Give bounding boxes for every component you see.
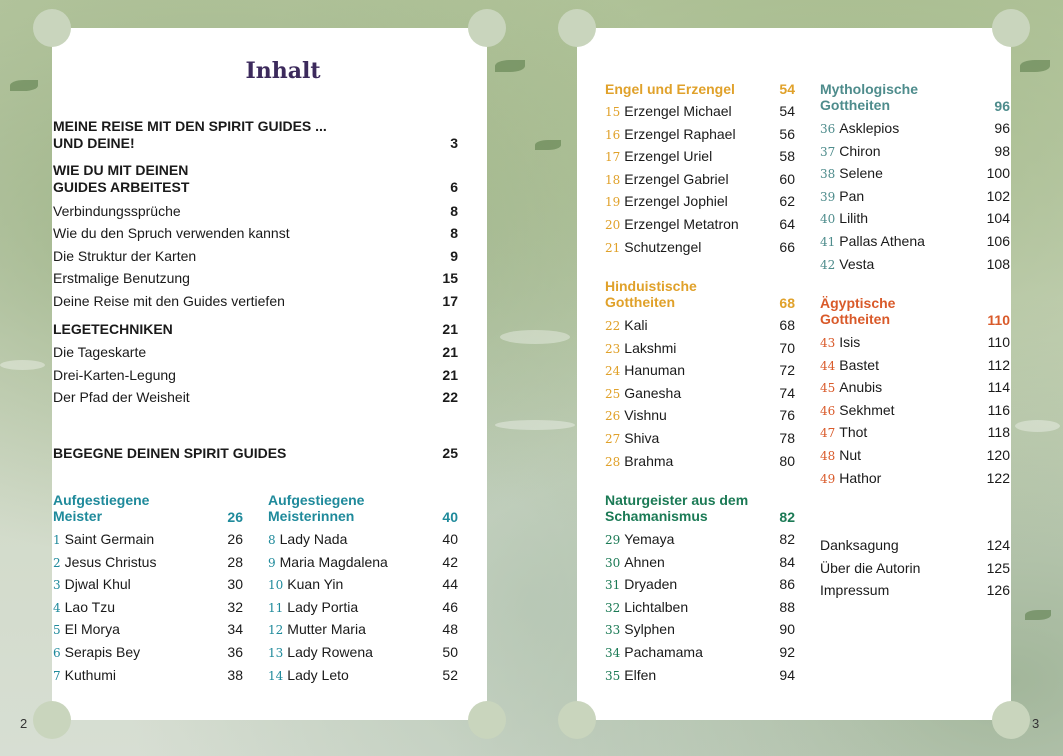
list-item[interactable] — [268, 599, 358, 617]
item-name: Lady Nada — [279, 531, 348, 547]
page-number-right: 3 — [1032, 716, 1040, 731]
toc-entry-struktur[interactable]: Die Struktur der Karten — [53, 248, 197, 264]
heading-line1: Ägyptische — [820, 295, 896, 311]
item-page: 60 — [779, 170, 795, 187]
item-page: 36 — [227, 644, 243, 660]
item-number: 23 — [605, 341, 621, 356]
toc-label-line2: GUIDES ARBEITEST — [53, 179, 190, 195]
item-number: 42 — [820, 257, 836, 272]
list-item[interactable] — [605, 407, 667, 425]
item-number: 40 — [820, 212, 836, 227]
heading-line1: Mythologische — [820, 81, 919, 97]
item-name: Asklepios — [839, 120, 900, 136]
list-item[interactable] — [820, 188, 864, 206]
item-page: 102 — [986, 187, 1010, 204]
list-item[interactable] — [605, 126, 736, 144]
item-name: Shiva — [624, 430, 660, 446]
item-number: 19 — [605, 195, 621, 210]
list-item[interactable] — [53, 644, 140, 662]
item-name: Brahma — [624, 452, 674, 469]
item-page: 94 — [779, 666, 795, 683]
item-name: Pallas Athena — [839, 233, 925, 249]
item-page: 122 — [986, 469, 1010, 486]
item-page: 68 — [779, 317, 795, 333]
item-name: Nut — [839, 447, 862, 463]
section-page: 54 — [779, 81, 795, 97]
list-item[interactable] — [820, 143, 881, 161]
list-item[interactable] — [820, 402, 895, 420]
item-page: 72 — [779, 362, 795, 379]
item-page: 84 — [779, 553, 795, 570]
list-item[interactable] — [605, 576, 677, 594]
heading-line2: Gottheiten — [820, 97, 890, 113]
heading-line2: Gottheiten — [605, 294, 675, 310]
item-number: 9 — [268, 555, 276, 570]
item-page: 62 — [779, 193, 795, 210]
item-name: Hanuman — [624, 362, 685, 379]
toc-page: 6 — [450, 179, 458, 195]
item-page: 66 — [779, 238, 795, 255]
item-page: 58 — [779, 148, 795, 165]
list-item[interactable] — [605, 340, 676, 358]
toc-page: 3 — [450, 135, 458, 151]
item-name: Kuthumi — [64, 666, 116, 683]
item-name: Vishnu — [624, 407, 667, 424]
item-number: 43 — [820, 336, 836, 350]
section-heading-hindu[interactable] — [605, 278, 697, 310]
item-page: 92 — [779, 644, 795, 660]
item-number: 24 — [605, 364, 621, 379]
section-heading-myth[interactable] — [820, 81, 918, 113]
toc-entry-erstmalige[interactable]: Erstmalige Benutzung — [53, 270, 190, 286]
list-item[interactable] — [605, 453, 673, 471]
item-page: 26 — [227, 531, 243, 547]
item-name: Mutter Maria — [287, 621, 366, 638]
heading-line1: Aufgestiegene — [268, 492, 365, 508]
item-number: 41 — [820, 235, 836, 249]
item-page: 116 — [987, 401, 1010, 418]
item-number: 47 — [820, 426, 836, 441]
item-name: Erzengel Raphael — [624, 125, 736, 142]
list-item[interactable] — [605, 317, 648, 335]
list-item[interactable] — [605, 148, 712, 166]
item-name: Sylphen — [624, 621, 675, 638]
item-name: Jesus Christus — [64, 553, 157, 570]
item-number: 45 — [820, 381, 836, 396]
list-item[interactable] — [605, 216, 739, 234]
item-page: 88 — [779, 598, 795, 615]
toc-entry-pfad[interactable]: Der Pfad der Weisheit — [53, 389, 190, 405]
list-item[interactable] — [268, 621, 366, 639]
toc-page: 9 — [450, 248, 458, 264]
item-page: 40 — [442, 531, 458, 547]
item-number: 21 — [605, 240, 621, 255]
toc-page: 8 — [450, 203, 458, 219]
item-name: Elfen — [624, 666, 657, 683]
toc-entry-extra[interactable]: Impressum — [820, 582, 890, 599]
list-item[interactable] — [820, 334, 860, 352]
item-page: 38 — [227, 666, 243, 683]
item-name: Lao Tzu — [64, 598, 115, 615]
item-name: Anubis — [839, 379, 883, 396]
item-number: 17 — [605, 150, 621, 165]
item-name: Lady Rowena — [287, 644, 373, 660]
toc-label-line2: UND DEINE! — [53, 135, 135, 151]
list-item[interactable] — [820, 120, 899, 138]
item-name: Erzengel Metatron — [624, 216, 739, 232]
item-number: 2 — [53, 555, 61, 570]
item-name: Hathor — [839, 469, 882, 486]
item-page: 104 — [986, 210, 1010, 227]
item-page: 108 — [986, 255, 1010, 272]
item-page: 82 — [779, 531, 795, 547]
item-name: Maria Magdalena — [279, 553, 388, 570]
item-number: 44 — [820, 358, 836, 373]
list-item[interactable] — [605, 193, 728, 211]
toc-page: 17 — [442, 293, 458, 309]
item-name: Erzengel Uriel — [624, 148, 713, 165]
item-name: Schutzengel — [624, 238, 702, 255]
item-name: Bastet — [839, 356, 879, 373]
list-item[interactable] — [605, 171, 729, 189]
heading-line2: Meisterinnen — [268, 508, 355, 524]
item-name: Lady Leto — [287, 666, 349, 683]
item-number: 32 — [605, 600, 621, 615]
item-page: 44 — [442, 576, 458, 593]
section-heading-aegypt[interactable] — [820, 295, 895, 327]
page-title: Inhalt — [245, 58, 321, 84]
item-name: Lady Portia — [287, 598, 359, 615]
item-number: 1 — [53, 533, 61, 547]
toc-page: 8 — [450, 225, 458, 241]
toc-page: 21 — [442, 367, 458, 383]
toc-page: 125 — [986, 559, 1010, 576]
item-page: 52 — [442, 666, 458, 683]
item-page: 42 — [442, 553, 458, 570]
item-name: Vesta — [839, 255, 875, 272]
item-page: 46 — [442, 598, 458, 615]
item-name: Thot — [839, 424, 868, 441]
item-page: 64 — [779, 216, 795, 232]
item-number: 8 — [268, 533, 276, 547]
toc-page: 22 — [442, 389, 458, 405]
list-item[interactable] — [605, 554, 665, 572]
list-item[interactable] — [605, 239, 701, 257]
item-page: 106 — [986, 233, 1010, 249]
item-name: Kuan Yin — [287, 576, 344, 593]
item-name: Dryaden — [624, 576, 678, 593]
item-number: 16 — [605, 127, 621, 142]
list-item[interactable] — [605, 667, 656, 685]
list-item[interactable] — [53, 667, 116, 685]
heading-line2: Meister — [53, 508, 103, 524]
list-item[interactable] — [53, 576, 131, 594]
item-number: 30 — [605, 555, 621, 570]
list-item[interactable] — [605, 599, 688, 617]
item-page: 76 — [779, 407, 795, 424]
item-name: Kali — [624, 317, 648, 333]
toc-entry-verbindungssprueche[interactable]: Verbindungssprüche — [53, 203, 181, 219]
list-item[interactable] — [820, 424, 867, 442]
list-item[interactable] — [605, 103, 732, 121]
item-name: Lichtalben — [624, 598, 689, 615]
item-name: Sekhmet — [839, 401, 895, 418]
item-name: Erzengel Gabriel — [624, 170, 729, 187]
heading-line1: Naturgeister aus dem — [605, 492, 749, 508]
item-number: 28 — [605, 454, 621, 469]
heading-line2: Schamanismus — [605, 508, 708, 524]
item-page: 96 — [994, 120, 1010, 136]
item-name: Serapis Bey — [64, 644, 141, 660]
left-page-card — [52, 28, 487, 720]
item-page: 100 — [986, 165, 1010, 182]
item-number: 46 — [820, 403, 836, 418]
item-page: 70 — [779, 339, 795, 356]
item-page: 120 — [986, 447, 1010, 463]
heading-line1: Aufgestiegene — [53, 492, 150, 508]
item-number: 11 — [268, 600, 284, 615]
item-number: 20 — [605, 218, 621, 232]
item-name: Lilith — [839, 210, 869, 227]
item-number: 39 — [820, 189, 836, 204]
list-item[interactable] — [605, 362, 685, 380]
list-item[interactable] — [820, 379, 882, 397]
item-page: 28 — [227, 553, 243, 570]
list-item[interactable] — [605, 644, 703, 662]
item-name: Isis — [839, 334, 861, 350]
list-item[interactable] — [820, 256, 874, 274]
right-page-card — [577, 28, 1011, 720]
item-number: 10 — [268, 578, 284, 593]
list-item[interactable] — [268, 644, 373, 662]
list-item[interactable] — [820, 357, 879, 375]
list-item[interactable] — [820, 210, 868, 228]
list-item[interactable] — [820, 165, 883, 183]
toc-entry-begegne[interactable]: BEGEGNE DEINEN SPIRIT GUIDES — [53, 445, 287, 461]
item-page: 98 — [994, 142, 1010, 159]
item-name: Erzengel Michael — [624, 103, 732, 119]
heading-line2: Gottheiten — [820, 311, 890, 327]
item-number: 18 — [605, 172, 621, 187]
toc-page: 124 — [986, 537, 1010, 553]
list-item[interactable] — [820, 447, 861, 465]
section-page: 26 — [227, 509, 243, 525]
section-heading-natur[interactable] — [605, 492, 748, 524]
toc-label-line1: MEINE REISE MIT DEN SPIRIT GUIDES ... — [53, 118, 327, 134]
item-name: Djwal Khul — [64, 576, 131, 593]
item-name: Erzengel Jophiel — [624, 193, 728, 210]
item-number: 15 — [605, 105, 621, 119]
item-name: Pachamama — [624, 644, 703, 660]
list-item[interactable] — [268, 531, 347, 549]
toc-label-line1: WIE DU MIT DEINEN — [53, 162, 189, 178]
section-page: 40 — [442, 509, 458, 525]
toc-entry-meine-reise[interactable] — [53, 118, 327, 152]
item-name: Ganesha — [624, 384, 682, 401]
item-number: 27 — [605, 432, 621, 446]
section-page: 82 — [779, 509, 795, 525]
item-page: 80 — [779, 452, 795, 469]
section-page: 68 — [779, 295, 795, 311]
list-item[interactable] — [820, 470, 881, 488]
item-number: 36 — [820, 122, 836, 136]
page-number-left: 2 — [20, 716, 28, 731]
list-item[interactable] — [268, 576, 343, 594]
item-number: 31 — [605, 578, 621, 593]
item-number: 48 — [820, 449, 836, 463]
item-number: 35 — [605, 668, 621, 683]
item-page: 48 — [442, 621, 458, 638]
toc-entry-tageskarte[interactable]: Die Tageskarte — [53, 344, 147, 360]
toc-entry-reise-vertiefen[interactable]: Deine Reise mit den Guides vertiefen — [53, 293, 285, 309]
toc-entry-extra[interactable]: Danksagung — [820, 537, 899, 553]
item-name: Chiron — [839, 142, 881, 159]
item-page: 56 — [779, 125, 795, 142]
item-name: Selene — [839, 165, 883, 182]
list-item[interactable] — [605, 621, 675, 639]
list-item[interactable] — [53, 599, 115, 617]
item-page: 86 — [779, 576, 795, 593]
item-number: 14 — [268, 668, 284, 683]
item-name: Lakshmi — [624, 339, 677, 356]
item-name: Saint Germain — [64, 531, 155, 547]
item-number: 13 — [268, 646, 284, 660]
list-item[interactable] — [820, 233, 925, 251]
item-number: 29 — [605, 533, 621, 547]
list-item[interactable] — [605, 385, 681, 403]
section-page: 96 — [994, 98, 1010, 114]
item-page: 30 — [227, 576, 243, 593]
item-number: 25 — [605, 386, 621, 401]
list-item[interactable] — [53, 531, 154, 549]
list-item[interactable] — [605, 430, 659, 448]
list-item[interactable] — [605, 531, 674, 549]
item-page: 90 — [779, 621, 795, 638]
item-name: El Morya — [64, 621, 120, 638]
item-page: 118 — [987, 424, 1010, 441]
item-page: 110 — [987, 334, 1010, 350]
toc-entry-extra[interactable]: Über die Autorin — [820, 559, 921, 576]
toc-entry-spruch[interactable]: Wie du den Spruch verwenden kannst — [53, 225, 290, 241]
item-number: 49 — [820, 471, 836, 486]
item-number: 26 — [605, 409, 621, 424]
item-page: 32 — [227, 598, 243, 615]
toc-entry-drei-karten[interactable]: Drei-Karten-Legung — [53, 367, 176, 383]
toc-page: 25 — [442, 445, 458, 461]
toc-page: 15 — [442, 270, 458, 286]
toc-page: 21 — [442, 344, 458, 360]
item-page: 50 — [442, 644, 458, 660]
item-page: 54 — [779, 103, 795, 119]
item-page: 112 — [987, 356, 1010, 373]
item-number: 33 — [605, 623, 621, 638]
item-number: 6 — [53, 646, 61, 660]
section-heading-engel[interactable]: Engel und Erzengel — [605, 81, 735, 97]
section-heading-meister[interactable] — [53, 492, 149, 524]
toc-entry-wie-du[interactable] — [53, 162, 189, 196]
item-number: 12 — [268, 623, 284, 638]
item-number: 34 — [605, 646, 621, 660]
item-page: 34 — [227, 621, 243, 638]
toc-page: 21 — [442, 321, 458, 337]
item-number: 3 — [53, 578, 61, 593]
item-page: 74 — [779, 384, 795, 401]
list-item[interactable] — [53, 621, 120, 639]
item-page: 114 — [987, 379, 1010, 396]
item-page: 78 — [779, 430, 795, 446]
item-name: Ahnen — [624, 553, 665, 570]
item-number: 7 — [53, 668, 61, 683]
item-number: 38 — [820, 167, 836, 182]
toc-entry-legetechniken[interactable]: LEGETECHNIKEN — [53, 321, 173, 337]
item-name: Yemaya — [624, 531, 675, 547]
toc-page: 126 — [986, 582, 1010, 599]
list-item[interactable] — [53, 554, 156, 572]
list-item[interactable] — [268, 554, 388, 572]
item-number: 4 — [53, 600, 61, 615]
item-number: 22 — [605, 319, 621, 333]
item-number: 5 — [53, 623, 61, 638]
item-number: 37 — [820, 144, 836, 159]
section-page: 110 — [987, 312, 1010, 328]
item-name: Pan — [839, 187, 865, 204]
list-item[interactable] — [268, 667, 349, 685]
heading-line1: Hinduistische — [605, 278, 697, 294]
section-heading-meisterinnen[interactable] — [268, 492, 364, 524]
